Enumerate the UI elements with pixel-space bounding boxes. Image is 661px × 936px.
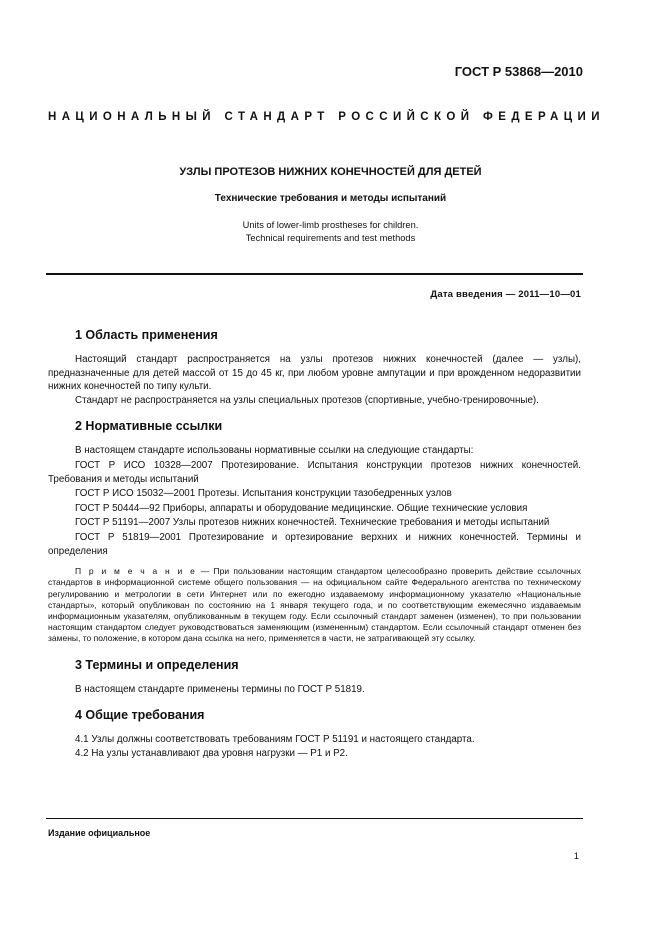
title-en-line-2: Technical requirements and test methods (245, 233, 416, 243)
section-2-heading: 2 Нормативные ссылки (75, 419, 223, 434)
note-lead: П р и м е ч а н и е (75, 566, 197, 577)
section-2-intro: В настоящем стандарте использованы нормативные ссылки на следующие стандарты: (75, 445, 474, 457)
standard-line: НАЦИОНАЛЬНЫЙ СТАНДАРТ РОССИЙСКОЙ ФЕДЕРАЦИИ (48, 111, 605, 123)
reference-item: ГОСТ Р 50444—92 Приборы, аппараты и оборудование медицинские. Общие технические условия (75, 502, 528, 514)
document-title: УЗЛЫ ПРОТЕЗОВ НИЖНИХ КОНЕЧНОСТЕЙ ДЛЯ ДЕТЕЙ (179, 166, 482, 178)
section-1-paragraph-2: Стандарт не распространяется на узлы специальных протезов (спортивные, учебно-тренировочные). (75, 394, 539, 406)
document-subtitle: Технические требования и методы испытаний (214, 193, 447, 204)
title-divider (46, 273, 583, 275)
footer-divider (46, 818, 583, 819)
reference-item: ГОСТ Р ИСО 10328—2007 Протезирование. Испытания конструкции протезов нижних конечностей. Требования и методы испытаний (48, 459, 581, 485)
doc-number: ГОСТ Р 53868—2010 (454, 64, 583, 79)
document-title-en (0, 219, 661, 245)
section-4-heading: 4 Общие требования (75, 708, 205, 723)
section-4-paragraph-1: 4.1 Узлы должны соответствовать требованиям ГОСТ Р 51191 и настоящего стандарта. (75, 734, 475, 746)
body-content (48, 325, 581, 760)
section-3-paragraph-1: В настоящем стандарте применены термины по ГОСТ Р 51819. (75, 683, 365, 695)
reference-item: ГОСТ Р ИСО 15032—2001 Протезы. Испытания конструкции тазобедренных узлов (75, 488, 452, 500)
reference-item: ГОСТ Р 51191—2007 Узлы протезов нижних конечностей. Технические требования и методы испытаний (75, 517, 550, 529)
section-1-heading: 1 Область применения (75, 328, 218, 342)
page-number: 1 (573, 851, 579, 862)
section-2-note (48, 566, 581, 644)
section-3-heading: 3 Термины и определения (75, 657, 239, 672)
section-1-paragraph-1: Настоящий стандарт распространяется на узлы протезов нижних конечностей (далее — узлы), предназначенные для детей массой от 15 до 45 кг, при любом уровне ампутации и при врожденном недоразвитии нижних конечностей по типу культи. (48, 354, 581, 393)
section-4-paragraph-2: 4.2 На узлы устанавливают два уровня нагрузки — P1 и P2. (75, 747, 348, 759)
intro-date: Дата введения — 2011—10—01 (430, 289, 581, 300)
note-body: — При пользовании настоящим стандартом целесообразно проверить действие ссылочных стандартов в информационной системе общего пользования — на официальном сайте Федерального агентства по техническому регулированию и метрологии в сети Интернет или по ежегодно издаваемому информационному указателю «Национальные стандарты», который опубликован по состоянию на 1 января текущего года, и по соответствующим ежемесячно издаваемым информационным указателям, опубликованным в текущем году. Если ссылочный стандарт заменен (изменен), то при пользовании настоящим стандартом следует руководствоваться заменяющим (измененным) стандартом. Если ссылочный стандарт отменен без замены, то положение, в котором дана ссылка на него, применяется в части, не затрагивающей эту ссылку. (48, 566, 582, 644)
reference-item: ГОСТ Р 51819—2001 Протезирование и ортезирование верхних и нижних конечностей. Термины и определения (48, 531, 581, 557)
title-en-line-1: Units of lower-limb prostheses for children. (242, 220, 419, 230)
edition-label: Издание официальное (48, 828, 151, 838)
